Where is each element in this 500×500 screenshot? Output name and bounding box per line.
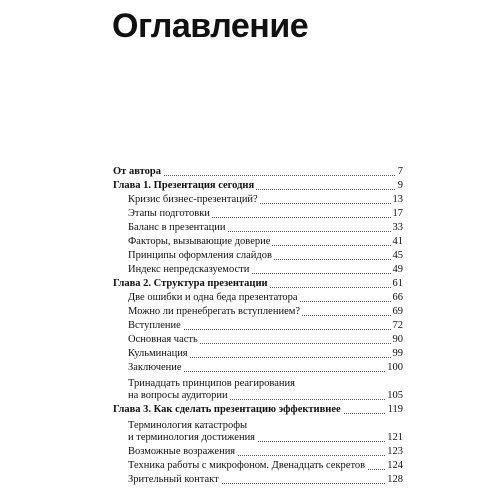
toc-entry-author[interactable] xyxy=(113,165,403,179)
toc-entry[interactable] xyxy=(128,319,403,333)
toc-entry-label: Кульминация xyxy=(128,348,188,359)
toc-entry[interactable] xyxy=(128,389,403,403)
toc-entry-page: 45 xyxy=(392,250,403,261)
toc-entry-page: 119 xyxy=(387,404,403,415)
toc-entry[interactable] xyxy=(128,235,403,249)
toc-entry-page: 9 xyxy=(397,180,403,191)
toc-entry-page: 123 xyxy=(387,446,403,457)
toc-entry[interactable] xyxy=(128,207,403,221)
toc-entry[interactable] xyxy=(128,221,403,235)
toc-entry-first-line[interactable]: Тринадцать принципов реагирования xyxy=(128,378,295,389)
toc-entry-label: Зрительный контакт xyxy=(128,474,219,485)
toc-entry[interactable] xyxy=(128,249,403,263)
toc-entry-page: 49 xyxy=(392,264,403,275)
toc-entry[interactable] xyxy=(128,333,403,347)
toc-entry-label: Баланс в презентации xyxy=(128,222,226,233)
toc-entry-label: и терминология достижения xyxy=(128,432,256,443)
toc-entry-page: 105 xyxy=(387,390,403,401)
toc-entry-page: 33 xyxy=(392,222,403,233)
toc-entry-label: Принципы оформления слайдов xyxy=(128,250,272,261)
toc-entry-chapter-3[interactable] xyxy=(113,403,403,417)
toc-entry-label: От автора xyxy=(113,166,161,177)
toc-entry-label: Глава 1. Презентация сегодня xyxy=(113,180,255,191)
toc-entry-label: Техника работы с микрофоном. Двенадцать секретов xyxy=(128,460,366,471)
toc-entry-page: 66 xyxy=(392,292,403,303)
toc-entry-page: 100 xyxy=(387,362,403,373)
toc-entry-label: Заключение xyxy=(128,362,182,373)
toc-entry[interactable] xyxy=(128,445,403,459)
toc-entry-label: Индекс непредсказуемости xyxy=(128,264,250,275)
toc-entry-label: Глава 3. Как сделать презентацию эффективнее xyxy=(113,404,341,415)
toc-entry-page: 128 xyxy=(387,474,403,485)
toc-entry-chapter-2[interactable] xyxy=(113,277,403,291)
toc-entry[interactable] xyxy=(128,459,403,473)
toc-entry[interactable] xyxy=(128,347,403,361)
toc-entry[interactable] xyxy=(128,305,403,319)
toc-entry[interactable] xyxy=(128,473,403,487)
toc-entry-page: 17 xyxy=(392,208,403,219)
toc-entry-label: Этапы подготовки xyxy=(128,208,210,219)
toc-entry-page: 72 xyxy=(392,320,403,331)
toc-entry-label: Кризис бизнес-презентаций? xyxy=(128,194,258,205)
toc-entry-label: на вопросы аудитории xyxy=(128,390,228,401)
toc-entry-page: 124 xyxy=(387,460,403,471)
page-title: Оглавление xyxy=(112,7,309,45)
toc-entry-page: 90 xyxy=(392,334,403,345)
toc-entry[interactable] xyxy=(128,263,403,277)
toc-entry-page: 121 xyxy=(387,432,403,443)
toc-entry-page: 61 xyxy=(392,278,403,289)
toc-entry-label: Факторы, вызывающие доверие xyxy=(128,236,271,247)
toc-entry-label: Возможные возражения xyxy=(128,446,236,457)
toc-entry-first-line[interactable]: Терминология катастрофы xyxy=(128,420,248,431)
toc-entry-label: Глава 2. Структура презентации xyxy=(113,278,268,289)
toc-entry-label: Основная часть xyxy=(128,334,198,345)
toc-entry-page: 69 xyxy=(392,306,403,317)
toc-entry[interactable] xyxy=(128,291,403,305)
toc-entry-label: Две ошибки и одна беда презентатора xyxy=(128,292,298,303)
toc-entry[interactable] xyxy=(128,361,403,375)
toc-entry-page: 13 xyxy=(392,194,403,205)
toc-entry-page: 7 xyxy=(397,166,403,177)
toc-entry[interactable] xyxy=(128,431,403,445)
toc-entry-page: 99 xyxy=(392,348,403,359)
toc-entry-chapter-1[interactable] xyxy=(113,179,403,193)
toc-entry[interactable] xyxy=(128,193,403,207)
toc-entry-label: Можно ли пренебрегать вступлением? xyxy=(128,306,301,317)
toc-entry-label: Вступление xyxy=(128,320,181,331)
toc-entry-page: 41 xyxy=(392,236,403,247)
